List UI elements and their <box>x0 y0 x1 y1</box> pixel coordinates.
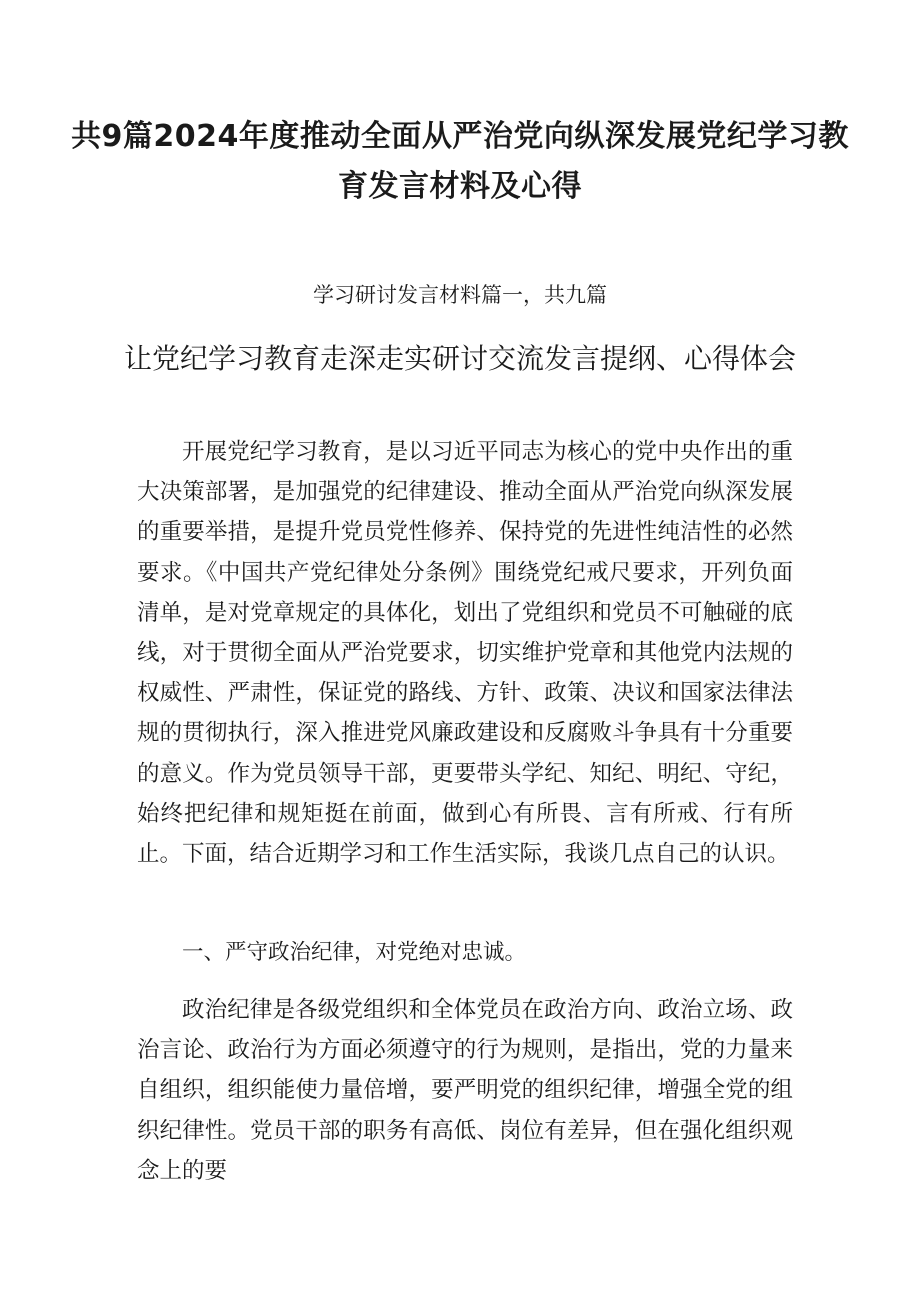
subheading: 学习研讨发言材料篇一，共九篇 <box>313 283 607 307</box>
body-paragraph-2: 政治纪律是各级党组织和全体党员在政治方向、政治立场、政治言论、政治行为方面必须遵守的行为规则，是指出，党的力量来自组织，组织能使力量倍增，要严明党的组织纪律，增强全党的组织纪律性。党员干部的职务有高低、岗位有差异，但在强化组织观念上的要 <box>137 997 793 1184</box>
section-heading: 一、严守政治纪律，对党绝对忠诚。 <box>182 940 527 965</box>
body-paragraph-1: 开展党纪学习教育，是以习近平同志为核心的党中央作出的重大决策部署，是加强党的纪律建设、推动全面从严治党向纵深发展的重要举措，是提升党员党性修养、保持党的先进性纯洁性的必然要求。《中国共产党纪律处分条例》围绕党纪戒尺要求，开列负面清单，是对党章规定的具体化，划出了党组织和党员不可触碰的底线，对于贯彻全面从严治党要求，切实维护党章和其他党内法规的权威性、严肃性，保证党的路线、方针、政策、决议和国家法律法规的贯彻执行，深入推进党风廉政建设和反腐败斗争具有十分重要的意义。作为党员领导干部，更要带头学纪、知纪、明纪、守纪，始终把纪律和规矩挺在前面，做到心有所畏、言有所戒、行有所止。下面，结合近期学习和工作生活实际，我谈几点自己的认识。 <box>137 439 793 868</box>
article-title: 让党纪学习教育走深走实研讨交流发言提纲、心得体会 <box>123 342 796 375</box>
document-title: 共9篇2024年度推动全面从严治党向纵深发展党纪学习教育发言材料及心得 <box>71 119 849 204</box>
